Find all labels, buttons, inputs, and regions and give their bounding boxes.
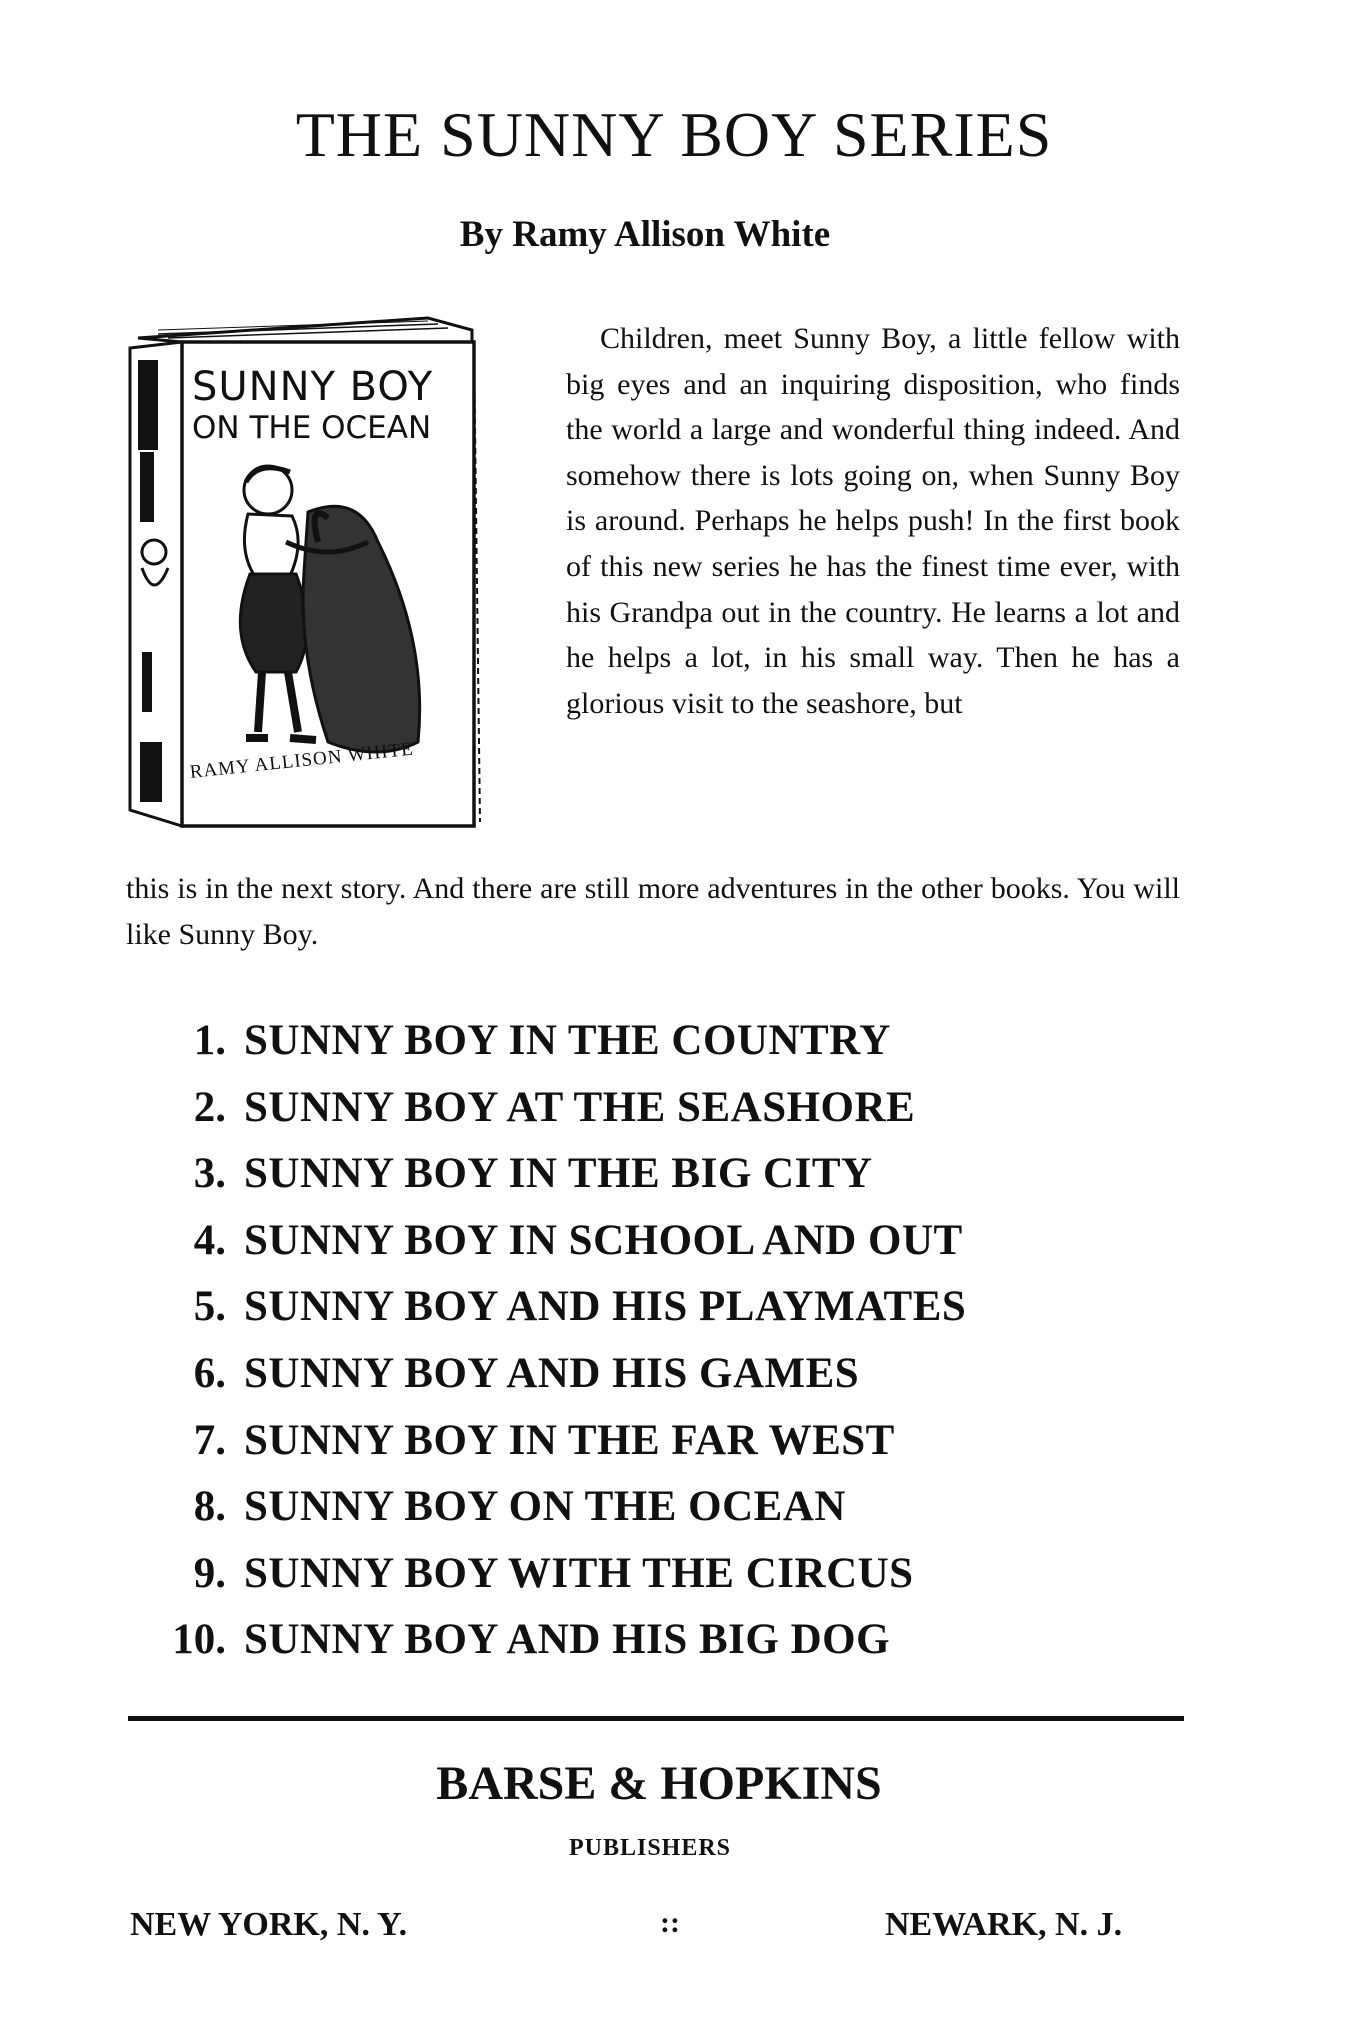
list-item — [140, 1474, 1140, 1541]
list-item-title: SUNNY BOY IN SCHOOL AND OUT — [244, 1216, 963, 1264]
list-item — [140, 1607, 1140, 1674]
list-item-number: 1. — [193, 1017, 226, 1064]
list-item-number: 2. — [193, 1083, 226, 1131]
list-item-number: 8. — [193, 1483, 226, 1531]
publishers-label: PUBLISHERS — [568, 1835, 732, 1861]
series-title: THE SUNNY BOY SERIES — [295, 99, 1053, 170]
list-item-title: SUNNY BOY WITH THE CIRCUS — [244, 1549, 914, 1597]
cover-title-line2: ON THE OCEAN — [192, 410, 432, 446]
list-item — [140, 1408, 1140, 1475]
list-item — [140, 1008, 1140, 1075]
list-item-title: SUNNY BOY ON THE OCEAN — [244, 1483, 846, 1531]
list-item-title: SUNNY BOY AND HIS PLAYMATES — [244, 1283, 967, 1331]
list-item-title: SUNNY BOY AT THE SEASHORE — [244, 1083, 916, 1131]
intro-paragraph: Children, meet Sunny Boy, a little fellow with big eyes and an inquiring disposition, who finds the world a large and wonderful thing indeed. And somehow there is lots going on, when Sunny Boy is around. Perhaps he helps push! In the first book of this new series he has the finest time ever, with his Grandpa out in the country. He learns a lot and he helps a lot, in his small way. Then he has a glorious visit to the seashore, but — [566, 322, 1180, 720]
list-item — [140, 1208, 1140, 1275]
list-item — [140, 1274, 1140, 1341]
publisher-name: BARSE & HOPKINS — [436, 1757, 882, 1810]
divider-rule — [128, 1716, 1184, 1721]
intro-paragraph-continued: this is in the next story. And there are still more adventures in the other books. You will like Sunny Boy. — [126, 872, 1180, 951]
book-top-edge — [138, 318, 472, 344]
book-cover-illustration — [128, 312, 482, 830]
list-item-title: SUNNY BOY IN THE COUNTRY — [244, 1017, 891, 1064]
book-list — [140, 1008, 1140, 1674]
city-separator: :: — [660, 1906, 680, 1939]
list-item-title: SUNNY BOY AND HIS GAMES — [244, 1349, 860, 1397]
list-item-number: 5. — [193, 1283, 226, 1331]
list-item — [140, 1341, 1140, 1408]
list-item-title: SUNNY BOY IN THE FAR WEST — [244, 1416, 895, 1464]
list-item — [140, 1141, 1140, 1208]
list-item-number: 6. — [193, 1349, 226, 1397]
list-item-number: 7. — [193, 1416, 226, 1464]
list-item-number: 9. — [193, 1549, 226, 1597]
list-item-number: 10. — [172, 1616, 226, 1664]
city-newark: NEWARK, N. J. — [885, 1906, 1123, 1943]
list-item — [140, 1075, 1140, 1142]
list-item-title: SUNNY BOY IN THE BIG CITY — [244, 1150, 873, 1198]
cover-title-line1: SUNNY BOY — [192, 364, 434, 410]
list-item-number: 4. — [193, 1216, 226, 1264]
spine-title-band — [138, 360, 158, 450]
cover-author: RAMY ALLISON WHITE — [188, 738, 415, 783]
list-item — [140, 1541, 1140, 1608]
list-item-title: SUNNY BOY AND HIS BIG DOG — [244, 1616, 891, 1664]
city-new-york: NEW YORK, N. Y. — [130, 1906, 408, 1943]
author-line: By Ramy Allison White — [459, 214, 831, 255]
list-item-number: 3. — [193, 1150, 226, 1198]
